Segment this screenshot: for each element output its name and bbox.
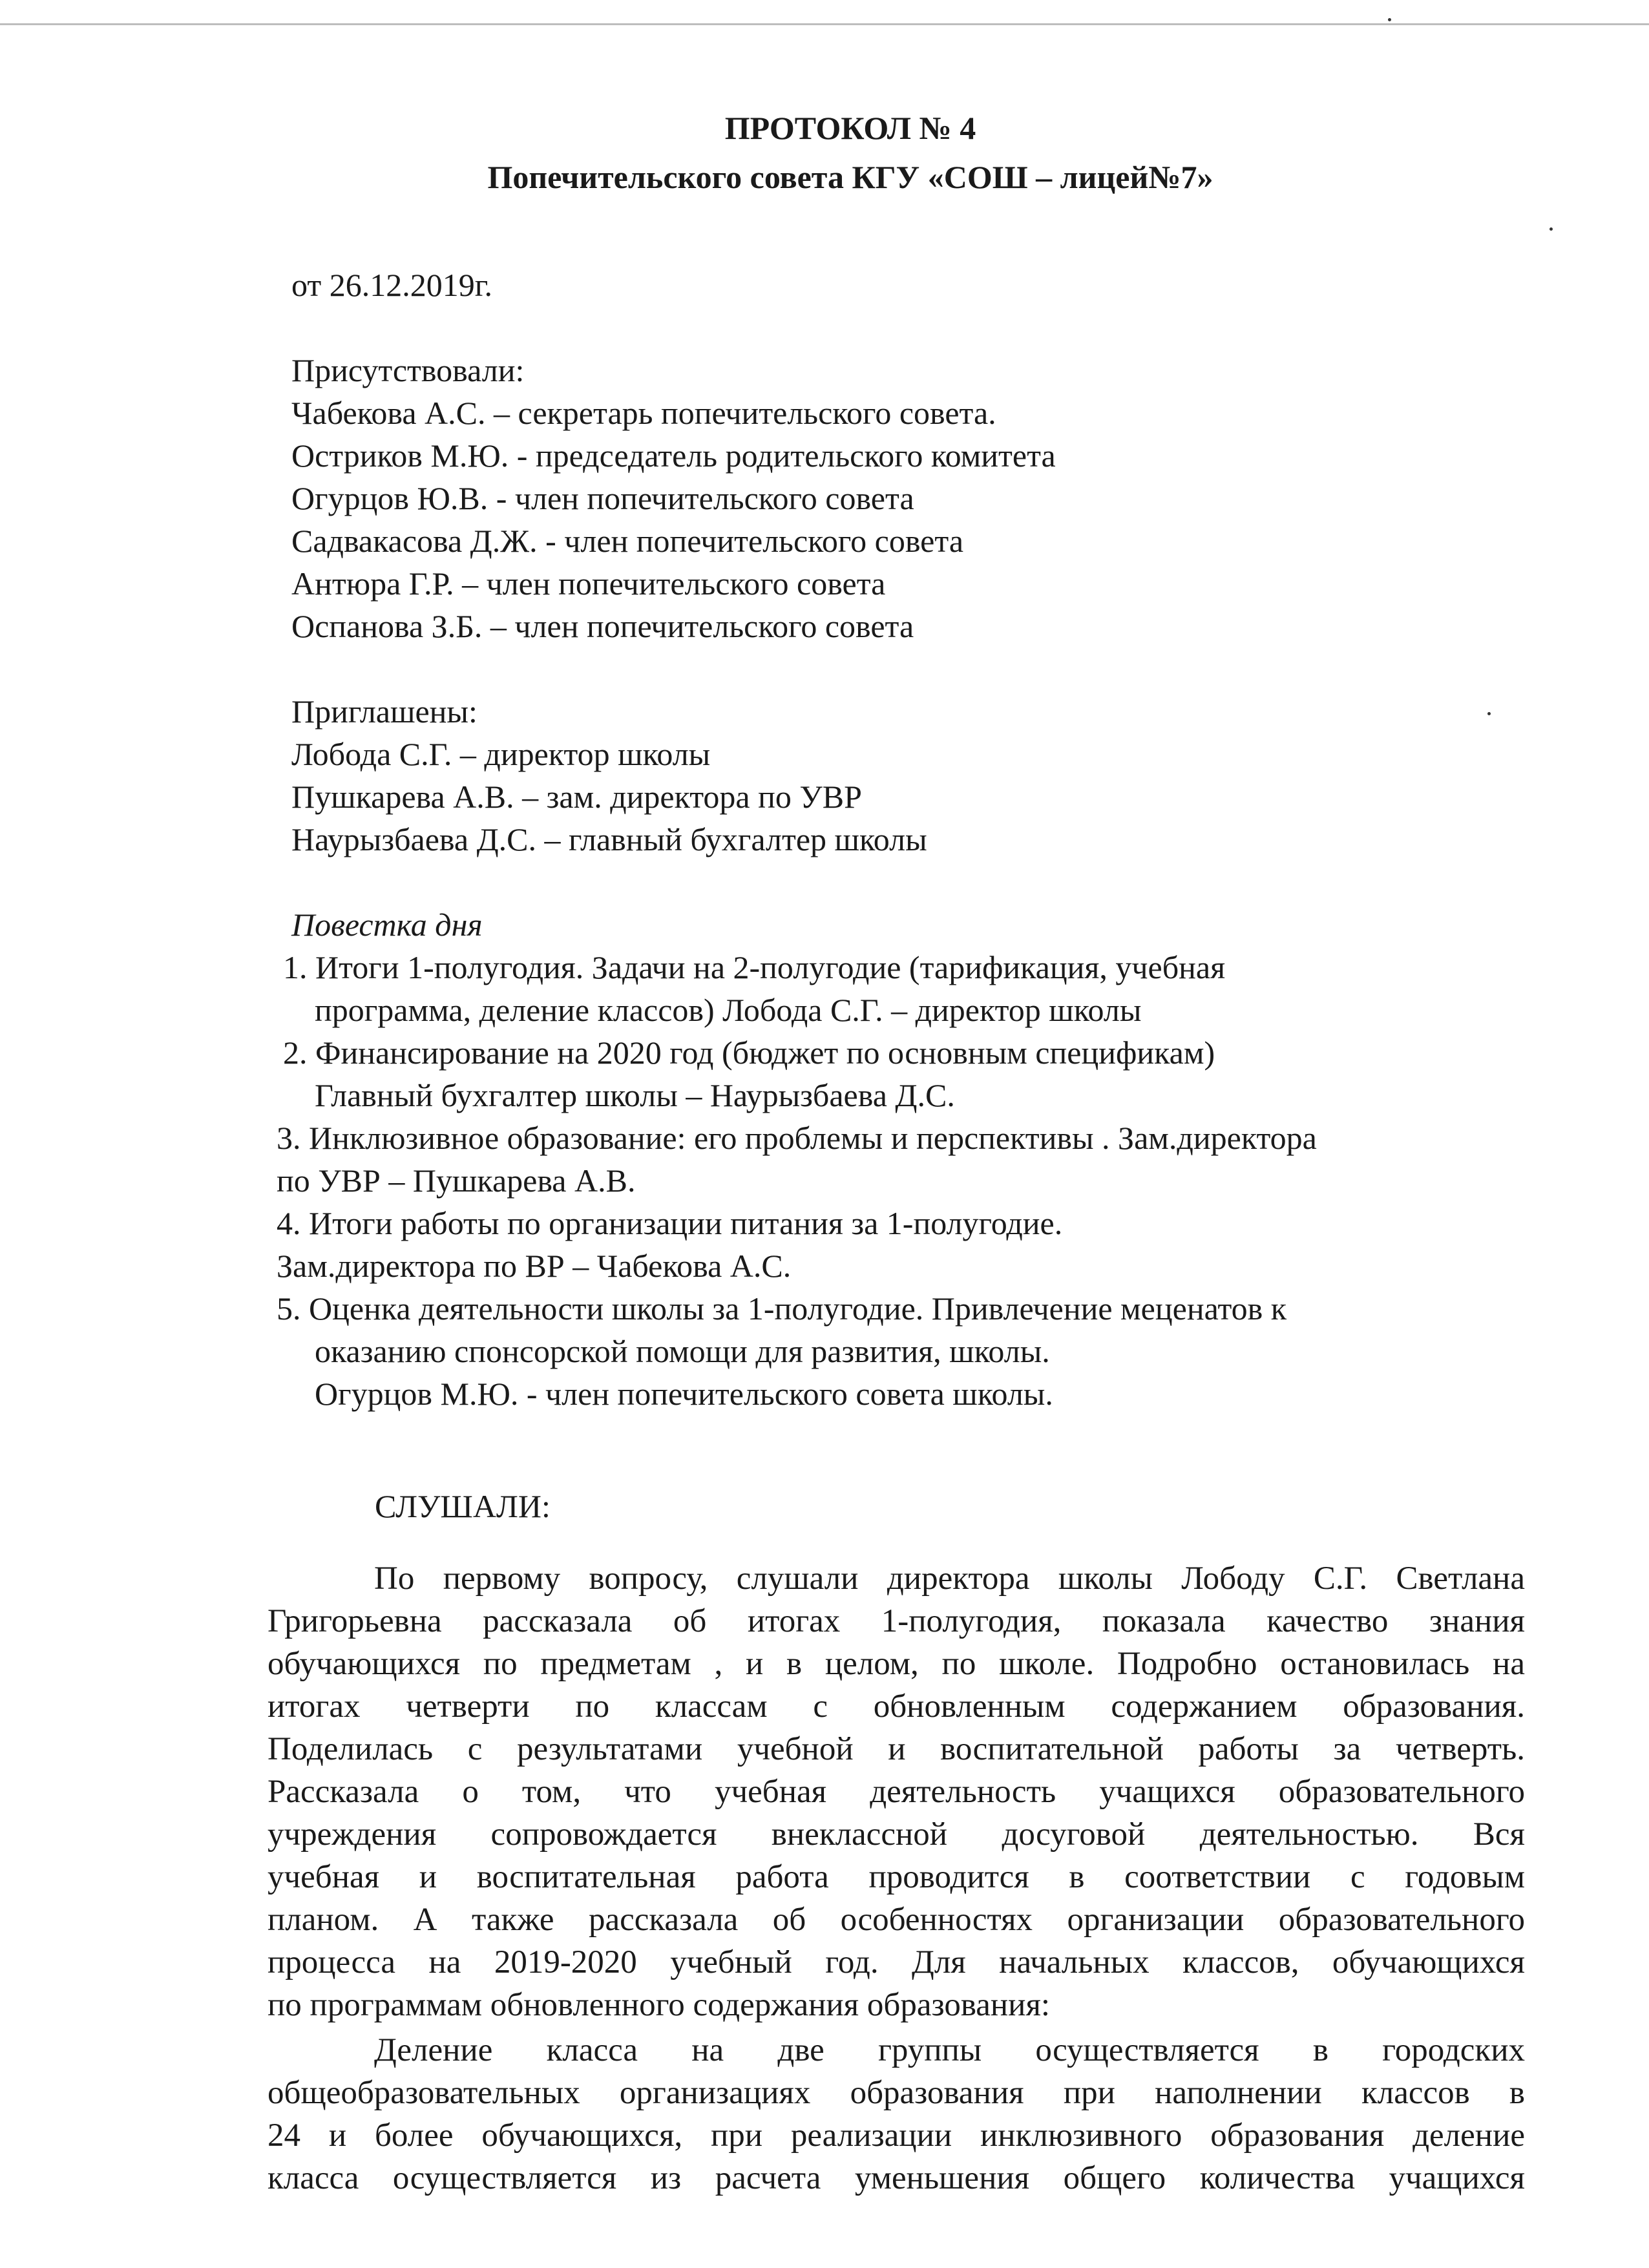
agenda-item-line: оказанию спонсорской помощи для развития, школы. xyxy=(315,1333,1050,1369)
document-title: ПРОТОКОЛ № 4 xyxy=(724,110,976,146)
agenda-item-line: программа, деление классов) Лобода С.Г. – директор школы xyxy=(315,992,1142,1028)
present-person: Антюра Г.Р. – член попечительского совета xyxy=(291,565,886,602)
paragraph-line: учреждения сопровождается внеклассной досуговой деятельностью. Вся xyxy=(268,1816,1525,1853)
heard-label: СЛУШАЛИ: xyxy=(375,1488,551,1524)
present-person: Огурцов Ю.В. - член попечительского совета xyxy=(291,480,914,516)
present-person: Оспанова З.Б. – член попечительского совета xyxy=(291,608,914,644)
paragraph-line: итогах четверти по классам с обновленным содержанием образования. xyxy=(268,1688,1525,1725)
agenda-item-line: Зам.директора по ВР – Чабекова А.С. xyxy=(277,1248,792,1284)
agenda-item-line: 2. Финансирование на 2020 год (бюджет по основным спецификам) xyxy=(283,1034,1215,1071)
agenda-item-line: 3. Инклюзивное образование: его проблемы и перспективы . Зам.директора xyxy=(277,1120,1317,1156)
paragraph-line: Григорьевна рассказала об итогах 1-полугодия, показала качество знания xyxy=(268,1603,1525,1639)
present-label: Присутствовали: xyxy=(291,352,525,388)
paragraph-line: процесса на 2019-2020 учебный год. Для начальных классов, обучающихся xyxy=(268,1944,1525,1980)
invited-label: Приглашены: xyxy=(291,693,478,730)
agenda-item-line: 4. Итоги работы по организации питания за 1-полугодие. xyxy=(277,1205,1063,1241)
paragraph-line: класса осуществляется из расчета уменьшения общего количества учащихся xyxy=(268,2160,1525,2196)
agenda-item-line: Огурцов М.Ю. - член попечительского совета школы. xyxy=(315,1376,1053,1412)
paragraph-line: По первому вопросу, слушали директора школы Лободу С.Г. Светлана xyxy=(374,1560,1525,1597)
present-person: Чабекова А.С. – секретарь попечительского совета. xyxy=(291,395,996,431)
present-person: Остриков М.Ю. - председатель родительского комитета xyxy=(291,437,1056,474)
paragraph-line: планом. А также рассказала об особенностях организации образовательного xyxy=(268,1902,1525,1938)
paragraph-line: обучающихся по предметам , и в целом, по школе. Подробно остановилась на xyxy=(268,1646,1525,1682)
scan-speck xyxy=(1487,712,1491,715)
agenda-item-line: по УВР – Пушкарева А.В. xyxy=(277,1162,636,1199)
agenda-item-line: 1. Итоги 1-полугодия. Задачи на 2-полугодие (тарификация, учебная xyxy=(283,949,1226,985)
paragraph-line: Рассказала о том, что учебная деятельность учащихся образовательного xyxy=(268,1774,1525,1810)
paragraph-line: общеобразовательных организациях образования при наполнении классов в xyxy=(268,2075,1525,2111)
agenda-title: Повестка дня xyxy=(291,907,483,943)
document-subtitle: Попечительского совета КГУ «СОШ – лицей№7» xyxy=(487,159,1213,195)
paragraph-line: 24 и более обучающихся, при реализации инклюзивного образования деление xyxy=(268,2117,1525,2154)
agenda-item-line: Главный бухгалтер школы – Наурызбаева Д.С. xyxy=(315,1077,955,1113)
paragraph-line: Деление класса на две группы осуществляется в городских xyxy=(374,2032,1525,2068)
paragraph-line: Поделилась с результатами учебной и воспитательной работы за четверть. xyxy=(268,1731,1525,1767)
scan-top-edge xyxy=(0,23,1649,25)
document-header xyxy=(0,103,1649,202)
scan-speck xyxy=(1388,18,1391,21)
invited-person: Наурызбаева Д.С. – главный бухгалтер школы xyxy=(291,821,927,857)
document-date: от 26.12.2019г. xyxy=(291,267,493,303)
invited-person: Лобода С.Г. – директор школы xyxy=(291,736,711,772)
paragraph-line: учебная и воспитательная работа проводится в соответствии с годовым xyxy=(268,1859,1525,1895)
agenda-item-line: 5. Оценка деятельности школы за 1-полугодие. Привлечение меценатов к xyxy=(277,1290,1287,1327)
scan-speck xyxy=(1549,227,1553,231)
invited-person: Пушкарева А.В. – зам. директора по УВР xyxy=(291,779,862,815)
paragraph-line: по программам обновленного содержания образования: xyxy=(268,1987,1051,2023)
present-person: Садвакасова Д.Ж. - член попечительского совета xyxy=(291,523,964,559)
